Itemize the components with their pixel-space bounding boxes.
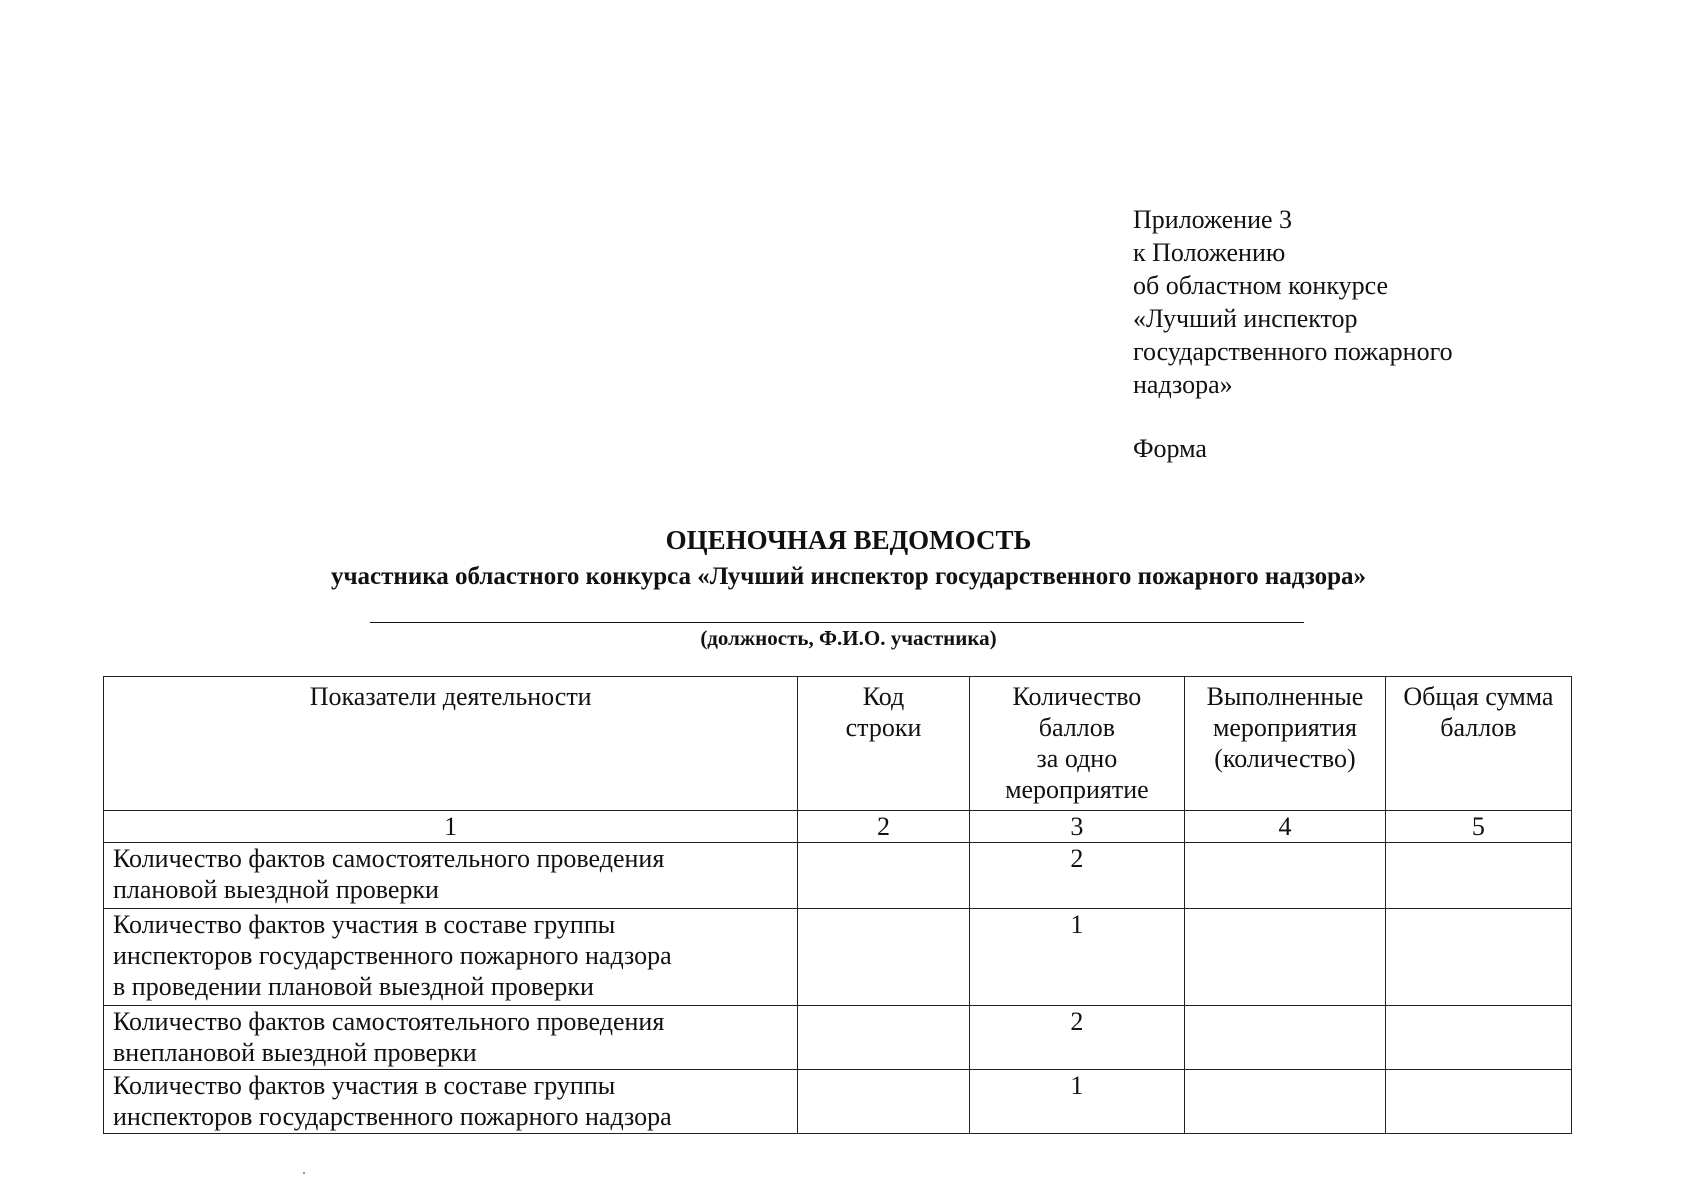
appendix-line: Приложение 3 (1133, 205, 1293, 234)
column-number: 5 (1385, 811, 1571, 843)
total-cell (1385, 909, 1571, 1006)
appendix-line: «Лучший инспектор (1133, 304, 1358, 333)
completed-cell (1185, 1070, 1386, 1134)
document-title: ОЦЕНОЧНАЯ ВЕДОМОСТЬ (665, 525, 1032, 555)
header-completed-events: Выполненные мероприятия (количество) (1185, 677, 1386, 811)
completed-cell (1185, 909, 1386, 1006)
indicator-cell: Количество фактов участия в составе группы инспекторов государственного пожарного надзора в проведении плановой выездной проверки (104, 909, 798, 1006)
completed-cell (1185, 1006, 1386, 1070)
column-number: 2 (798, 811, 969, 843)
row-code-cell (798, 909, 969, 1006)
appendix-block (1133, 203, 1453, 465)
fill-in-caption: (должность, Ф.И.О. участника) (700, 626, 997, 650)
column-number: 4 (1185, 811, 1386, 843)
appendix-line: об областном конкурсе (1133, 271, 1388, 300)
column-number: 3 (969, 811, 1184, 843)
appendix-line: надзора» (1133, 370, 1233, 399)
table-row (104, 1006, 1572, 1070)
document-subtitle: участника областного конкурса «Лучший инспектор государственного пожарного надзора» (330, 563, 1367, 590)
table-row (104, 909, 1572, 1006)
indicator-cell: Количество фактов самостоятельного проведения плановой выездной проверки (104, 843, 798, 909)
row-code-cell (798, 1070, 969, 1134)
table-header-row (104, 677, 1572, 811)
row-code-cell (798, 843, 969, 909)
appendix-line: государственного пожарного (1133, 337, 1453, 366)
table-row (104, 1070, 1572, 1134)
scan-speck (303, 1172, 305, 1174)
points-cell: 2 (969, 1006, 1184, 1070)
header-points-per-event: Количество баллов за одно мероприятие (969, 677, 1184, 811)
appendix-line: к Положению (1133, 238, 1286, 267)
points-cell: 1 (969, 1070, 1184, 1134)
table-row (104, 843, 1572, 909)
row-code-cell (798, 1006, 969, 1070)
indicator-cell: Количество фактов участия в составе группы инспекторов государственного пожарного надзора (104, 1070, 798, 1134)
points-cell: 2 (969, 843, 1184, 909)
fill-in-line (370, 622, 1304, 623)
points-cell: 1 (969, 909, 1184, 1006)
header-total-points: Общая сумма баллов (1385, 677, 1571, 811)
header-row-code: Код строки (798, 677, 969, 811)
total-cell (1385, 843, 1571, 909)
column-number-row (104, 811, 1572, 843)
header-indicators: Показатели деятельности (104, 677, 798, 811)
total-cell (1385, 1070, 1571, 1134)
indicator-cell: Количество фактов самостоятельного проведения внеплановой выездной проверки (104, 1006, 798, 1070)
column-number: 1 (104, 811, 798, 843)
completed-cell (1185, 843, 1386, 909)
total-cell (1385, 1006, 1571, 1070)
score-table (103, 676, 1572, 1134)
form-label: Форма (1133, 434, 1207, 463)
